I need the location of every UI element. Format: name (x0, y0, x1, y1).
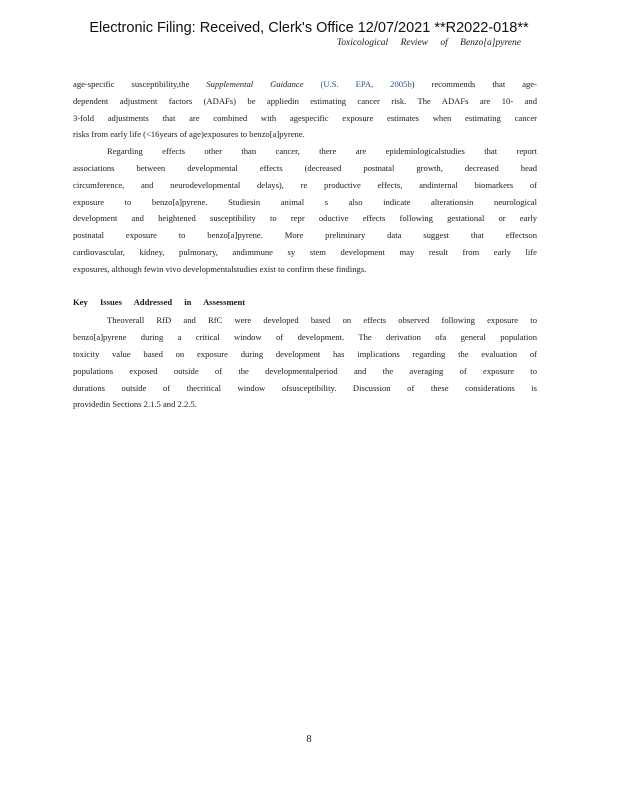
paragraph-line: durations outside of thecritical window ofsusceptibility. Discussion of these considerations is (73, 382, 537, 393)
paragraph-line (73, 76, 537, 93)
document-body (73, 76, 537, 413)
paragraph-line: exposures, although fewin vivo developmentalstudies exist to confirm these findings. (73, 263, 367, 274)
paragraph-line: providedin Sections 2.1.5 and 2.2.5. (73, 399, 197, 410)
citation-link[interactable]: (U.S. EPA, 2005b (320, 79, 412, 89)
page-number: 8 (306, 734, 312, 745)
paragraph-line-text: ) recommends that age- (411, 79, 537, 89)
paragraph-key-issues (73, 312, 537, 413)
filing-stamp-header: Electronic Filing: Received, Clerk's Office 12/07/2021 **R2022-018** (89, 20, 529, 36)
paragraph-line: 3-fold adjustments that are combined with agespecific exposure estimates when estimating cancer (73, 112, 537, 123)
paragraph-line: circumference, and neurodevelopmental delays), re productive effects, andinternal biomarkers of (73, 179, 537, 190)
paragraph-line: cardiovascular, kidney, pulmonary, andimmune sy stem development may result from early life (73, 246, 537, 257)
paragraph-line: development and heightened susceptibility to repr oductive effects following gestational or early (73, 213, 537, 224)
paragraph-line: dependent adjustment factors (ADAFs) be appliedin estimating cancer risk. The ADAFs are 10- and (73, 95, 537, 106)
paragraph-line: risks from early life (<16years of age)exposures to benzo[a]pyrene. (73, 129, 305, 140)
paragraph-line: postnatal exposure to benzo[a]pyrene. More preliminary data suggest that effectson (73, 230, 537, 241)
paragraph-noncancer-effects (73, 143, 537, 277)
paragraph-line: populations exposed outside of the developmentalperiod and the averaging of exposure to (73, 365, 537, 376)
paragraph-line: toxicity value based on exposure during development has implications regarding the evaluation of (73, 348, 537, 359)
paragraph-line: associations between developmental effects (decreased postnatal growth, decreased head (73, 162, 537, 173)
paragraph-line-text: age-specific susceptibility,the (73, 79, 207, 89)
running-head: Toxicological Review of Benzo[a]pyrene (336, 38, 521, 48)
supplemental-guidance-title: Supplemental Guidance (206, 79, 304, 89)
paragraph-line: benzo[a]pyrene during a critical window of development. The derivation ofa general population (73, 332, 537, 343)
section-heading: Key Issues Addressed in Assessment (73, 296, 246, 307)
paragraph-line: Theoverall RfD and RfC were developed based on effects observed following exposure to (107, 315, 537, 326)
paragraph-line: Regarding effects other than cancer, there are epidemiologicalstudies that report (107, 146, 537, 157)
paragraph-line: exposure to benzo[a]pyrene. Studiesin animal s also indicate alterationsin neurological (73, 196, 537, 207)
paragraph-susceptibility (73, 76, 537, 143)
